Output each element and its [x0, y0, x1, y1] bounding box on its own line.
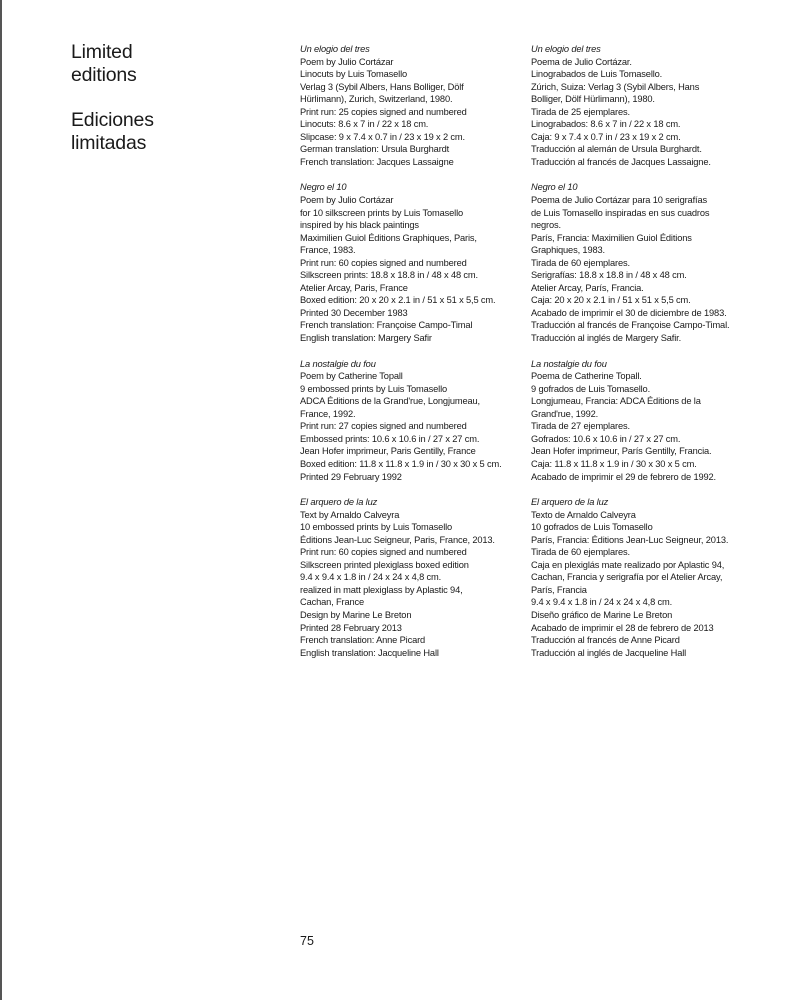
entry-line: 10 gofrados de Luis Tomasello — [531, 522, 653, 533]
heading-english-line-2: editions — [71, 64, 137, 86]
entry-line: French translation: Anne Picard — [300, 635, 426, 646]
entry-line: Embossed prints: 10.6 x 10.6 in / 27 x 27 cm. — [300, 433, 480, 444]
entry-title: Un elogio del tres — [300, 44, 370, 54]
entry-line: Print run: 27 copies signed and numbered — [300, 421, 467, 432]
entry-title: La nostalgie du fou — [531, 358, 607, 369]
entry-line: French translation: Françoise Campo-Timal — [300, 320, 473, 331]
entry-line: Traducción al inglés de Margery Safir. — [531, 333, 682, 344]
spanish-entry — [531, 181, 761, 344]
english-entry — [300, 358, 530, 483]
english-entry — [300, 496, 530, 659]
spanish-column — [531, 43, 761, 672]
entry-line: Caja: 20 x 20 x 2.1 in / 51 x 51 x 5,5 cm. — [531, 295, 691, 306]
entry-line: Print run: 60 copies signed and numbered — [300, 257, 467, 268]
heading-spanish-line-2: limitadas — [71, 132, 147, 154]
entry-line: Traducción al alemán de Ursula Burghardt. — [531, 144, 702, 155]
entry-line: de Luis Tomasello inspiradas en sus cuadros — [531, 207, 710, 218]
entry-line: Poema de Julio Cortázar. — [531, 56, 632, 67]
entry-line: Longjumeau, Francia: ADCA Éditions de la — [531, 396, 701, 407]
entry-line: Design by Marine Le Breton — [300, 609, 412, 620]
page-edge-line — [0, 0, 2, 1000]
entry-line: Graphiques, 1983. — [531, 245, 605, 256]
entry-line: París, Francia: Maximilien Guiol Éditions — [531, 232, 692, 243]
entry-line: Traducción al francés de Anne Picard — [531, 635, 680, 646]
entry-line: Linograbados de Luis Tomasello. — [531, 69, 663, 80]
entry-line: negros. — [531, 220, 561, 231]
entry-line: Boxed edition: 20 x 20 x 2.1 in / 51 x 51 x 5,5 cm. — [300, 295, 496, 306]
entry-line: Linocuts by Luis Tomasello — [300, 69, 408, 80]
entry-line: Boxed edition: 11.8 x 11.8 x 1.9 in / 30 x 30 x 5 cm. — [300, 458, 502, 469]
entry-line: France, 1983. — [300, 245, 356, 256]
spanish-entry — [531, 43, 761, 168]
entry-line: Éditions Jean-Luc Seigneur, Paris, France, 2013. — [300, 534, 495, 545]
entry-line: 10 embossed prints by Luis Tomasello — [300, 522, 453, 533]
entry-title: Un elogio del tres — [531, 44, 601, 54]
entry-line: 9.4 x 9.4 x 1.8 in / 24 x 24 x 4,8 cm. — [531, 597, 673, 608]
entry-line: Traducción al inglés de Jacqueline Hall — [531, 647, 687, 658]
entry-line: Acabado de imprimir el 29 de febrero de 1992. — [531, 471, 716, 482]
entry-line: inspired by his black paintings — [300, 220, 419, 231]
entry-line: Silkscreen prints: 18.8 x 18.8 in / 48 x 48 cm. — [300, 270, 478, 281]
entry-line: Poem by Julio Cortázar — [300, 56, 394, 67]
entry-line: Slipcase: 9 x 7.4 x 0.7 in / 23 x 19 x 2 cm. — [300, 131, 465, 142]
entry-line: Printed 29 February 1992 — [300, 471, 402, 482]
english-entry — [300, 43, 530, 168]
entry-line: París, Francia — [531, 584, 587, 595]
entry-line: Poema de Catherine Topall. — [531, 371, 642, 382]
entry-line: Atelier Arcay, Paris, France — [300, 282, 408, 293]
entry-line: Diseño gráfico de Marine Le Breton — [531, 609, 673, 620]
entry-line: 9 gofrados de Luis Tomasello. — [531, 383, 650, 394]
entry-line: Grand'rue, 1992. — [531, 408, 599, 419]
entry-line: Traducción al francés de Jacques Lassaigne. — [531, 156, 711, 167]
heading-english — [71, 41, 271, 87]
entry-line: French translation: Jacques Lassaigne — [300, 156, 454, 167]
entry-line: Gofrados: 10.6 x 10.6 in / 27 x 27 cm. — [531, 433, 681, 444]
entry-line: Maximilien Guiol Éditions Graphiques, Paris, — [300, 232, 477, 243]
entry-line: Printed 28 February 2013 — [300, 622, 402, 633]
entry-line: realized in matt plexiglass by Aplastic 94, — [300, 584, 463, 595]
heading-spanish-line-1: Ediciones — [71, 109, 154, 131]
entry-line: Poema de Julio Cortázar para 10 serigrafías — [531, 195, 707, 206]
entry-line: France, 1992. — [300, 408, 356, 419]
entry-line: 9 embossed prints by Luis Tomasello — [300, 383, 448, 394]
entry-line: Print run: 60 copies signed and numbered — [300, 547, 467, 558]
entry-line: París, Francia: Éditions Jean-Luc Seigneur, 2013. — [531, 534, 729, 545]
entry-line: Caja: 11.8 x 11.8 x 1.9 in / 30 x 30 x 5 cm. — [531, 458, 697, 469]
entry-line: Jean Hofer imprimeur, París Gentilly, Francia. — [531, 446, 712, 457]
entry-line: for 10 silkscreen prints by Luis Tomasello — [300, 207, 464, 218]
entry-line: Bolliger, Dölf Hürlimann), 1980. — [531, 94, 655, 105]
entry-line: ADCA Éditions de la Grand'rue, Longjumeau, — [300, 396, 480, 407]
entry-line: Poem by Catherine Topall — [300, 371, 403, 382]
spanish-entry — [531, 358, 761, 483]
entry-line: 9.4 x 9.4 x 1.8 in / 24 x 24 x 4,8 cm. — [300, 572, 442, 583]
spanish-entry — [531, 496, 761, 659]
entry-line: Printed 30 December 1983 — [300, 307, 408, 318]
entry-line: Tirada de 25 ejemplares. — [531, 106, 630, 117]
entry-line: Serigrafías: 18.8 x 18.8 in / 48 x 48 cm. — [531, 270, 687, 281]
entry-title: La nostalgie du fou — [300, 358, 376, 369]
english-column — [300, 43, 530, 672]
entry-line: Traducción al francés de Françoise Campo-Timal. — [531, 320, 730, 331]
entry-line: Cachan, Francia y serigrafía por el Atelier Arcay, — [531, 572, 723, 583]
entry-line: Poem by Julio Cortázar — [300, 195, 394, 206]
entry-title: El arquero de la luz — [300, 497, 378, 508]
entry-line: Tirada de 60 ejemplares. — [531, 547, 630, 558]
entry-line: Tirada de 60 ejemplares. — [531, 257, 630, 268]
entry-line: Hürlimann), Zurich, Switzerland, 1980. — [300, 94, 453, 105]
entry-line: Verlag 3 (Sybil Albers, Hans Bolliger, Dölf — [300, 81, 464, 92]
entry-line: English translation: Margery Safir — [300, 333, 432, 344]
entry-line: Atelier Arcay, París, Francia. — [531, 282, 644, 293]
entry-line: Linocuts: 8.6 x 7 in / 22 x 18 cm. — [300, 119, 429, 130]
entry-line: Caja en plexiglás mate realizado por Aplastic 94, — [531, 559, 725, 570]
entry-line: Acabado de imprimir el 30 de diciembre de 1983. — [531, 307, 727, 318]
entry-line: Caja: 9 x 7.4 x 0.7 in / 23 x 19 x 2 cm. — [531, 131, 681, 142]
entry-line: Silkscreen printed plexiglass boxed edition — [300, 559, 469, 570]
entry-line: Texto de Arnaldo Calveyra — [531, 509, 636, 520]
entry-line: Linograbados: 8.6 x 7 in / 22 x 18 cm. — [531, 119, 681, 130]
entry-line: Print run: 25 copies signed and numbered — [300, 106, 467, 117]
entry-line: English translation: Jacqueline Hall — [300, 647, 439, 658]
entry-line: Zúrich, Suiza: Verlag 3 (Sybil Albers, Hans — [531, 81, 700, 92]
page-number: 75 — [300, 934, 314, 948]
heading-english-line-1: Limited — [71, 41, 133, 63]
entry-line: Acabado de imprimir el 28 de febrero de 2013 — [531, 622, 714, 633]
entry-title: El arquero de la luz — [531, 497, 609, 508]
entry-line: Tirada de 27 ejemplares. — [531, 421, 630, 432]
entry-title: Negro el 10 — [531, 182, 578, 193]
section-heading — [71, 41, 271, 155]
entry-line: German translation: Ursula Burghardt — [300, 144, 450, 155]
entry-line: Cachan, France — [300, 597, 365, 608]
english-entry — [300, 181, 530, 344]
heading-spanish — [71, 109, 271, 155]
entry-line: Text by Arnaldo Calveyra — [300, 509, 400, 520]
entry-title: Negro el 10 — [300, 182, 347, 193]
entry-line: Jean Hofer imprimeur, Paris Gentilly, France — [300, 446, 476, 457]
